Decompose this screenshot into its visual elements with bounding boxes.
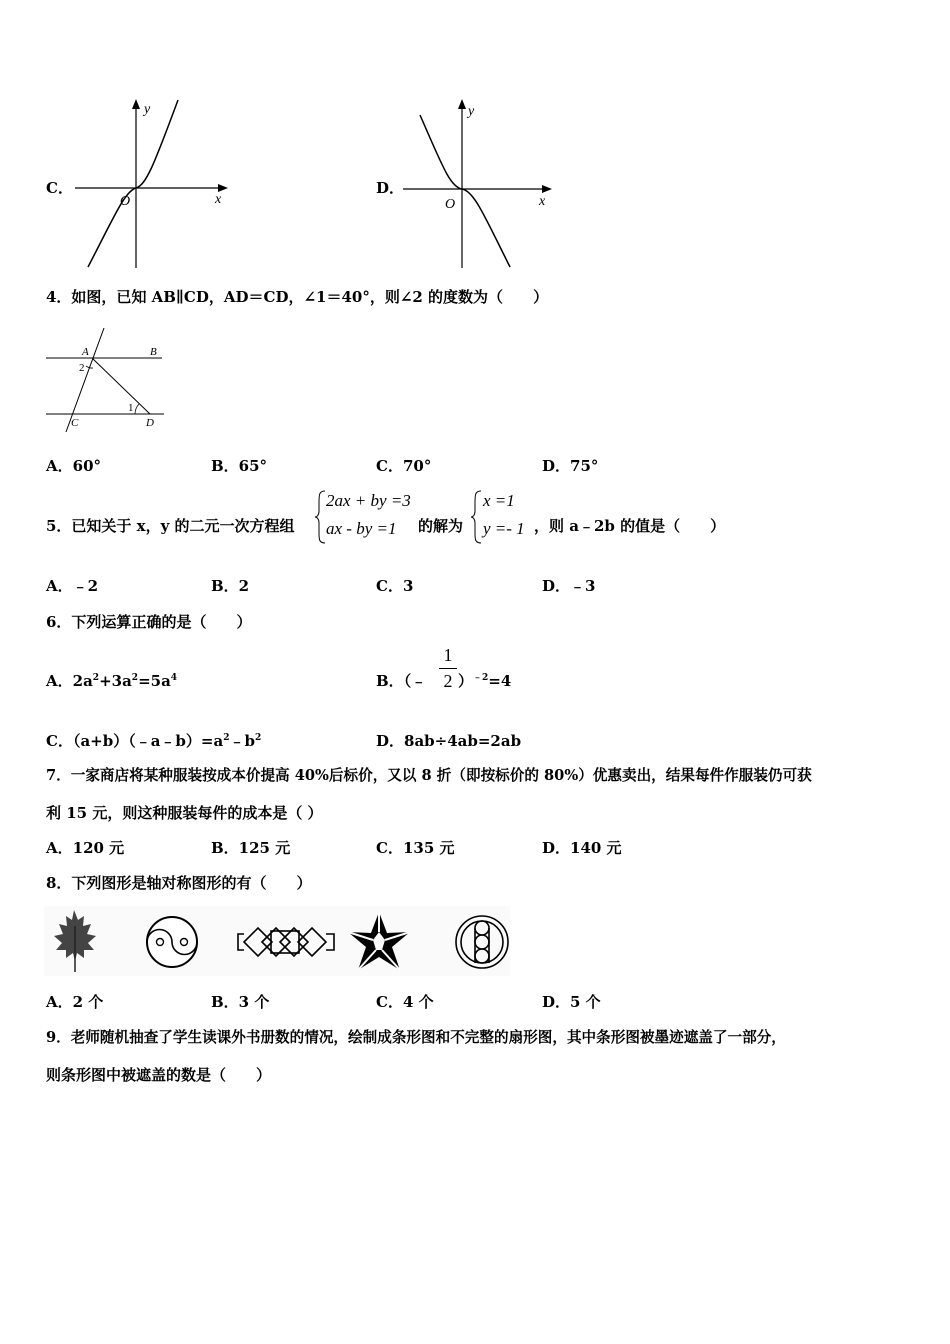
q6-option-b-tail: ）$^{﹣2}$=4: [458, 672, 512, 690]
q5-brace-2: [469, 489, 483, 545]
q4-option-c[interactable]: C．70°: [376, 457, 432, 475]
point-b-label: B: [150, 346, 157, 358]
q4-option-a[interactable]: A．60°: [46, 457, 102, 475]
q5-option-c[interactable]: C．3: [376, 577, 414, 595]
q3-option-d-label[interactable]: D．: [376, 179, 405, 197]
q5-solution-2: y =- 1: [483, 519, 525, 538]
q8-option-b[interactable]: B．3 个: [211, 993, 270, 1011]
q4-option-d[interactable]: D．75°: [542, 457, 599, 475]
point-a-label: A: [82, 346, 89, 358]
x-axis-label: x: [215, 192, 222, 207]
q6-option-d[interactable]: D．8ab÷4ab=2ab: [376, 732, 522, 750]
q8-figures: [44, 906, 510, 976]
q7-option-d[interactable]: D．140 元: [542, 839, 622, 857]
q9-stem-line1: 9．老师随机抽查了学生读课外书册数的情况，绘制成条形图和不完整的扇形图，其中条形图被墨迹遮盖了一部分，: [46, 1029, 786, 1046]
q9-stem-line2: 则条形图中被遮盖的数是（ ）: [46, 1066, 272, 1084]
q6-option-b[interactable]: B．（﹣: [376, 672, 427, 690]
x-axis-label: x: [539, 194, 546, 209]
point-c-label: C: [71, 417, 79, 429]
q7-option-c[interactable]: C．135 元: [376, 839, 455, 857]
q4-option-b[interactable]: B．65°: [211, 457, 268, 475]
angle-1-label: 1: [128, 402, 134, 414]
q6-option-c[interactable]: C．$(a+b)(﹣a﹣b)=a^2﹣b^2$: [46, 732, 262, 750]
q6-fraction-bar: [439, 668, 457, 669]
q6-stem: 6．下列运算正确的是（ ）: [46, 613, 252, 631]
q7-option-a[interactable]: A．120 元: [46, 839, 125, 857]
q5-equation-1: 2ax + by =3: [326, 491, 411, 510]
q4-figure: [42, 325, 172, 435]
q3-graph-c: [70, 95, 235, 270]
q7-stem-line2: 利 15 元，则这种服装每件的成本是（ ）: [46, 804, 323, 822]
q5-stem-mid: 的解为: [418, 517, 464, 535]
angle-2-label: 2: [79, 362, 85, 374]
q7-stem-line1: 7．一家商店将某种服装按成本价提高 40%后标价，又以 8 折（即按标价的 80%）优惠卖出，结果每件作服装仍可获: [46, 767, 812, 784]
q6-option-b-label: B．: [376, 672, 404, 690]
q5-option-b[interactable]: B．2: [211, 577, 250, 595]
q5-option-d[interactable]: D．﹣3: [542, 577, 596, 595]
q5-option-a[interactable]: A．﹣2: [46, 577, 99, 595]
q8-option-a[interactable]: A．2 个: [46, 993, 104, 1011]
q4-stem: 4．如图，已知 AB∥CD，AD＝CD，∠1＝40°，则∠2 的度数为（ ）: [46, 288, 549, 306]
q8-stem: 8．下列图形是轴对称图形的有（ ）: [46, 874, 312, 892]
origin-label: O: [445, 197, 456, 212]
q6-option-a[interactable]: A．$2a^2+3a^2=5a^4$: [46, 672, 178, 690]
q3-graph-d: [398, 95, 558, 270]
q5-stem-pre: 5．已知关于 x，y 的二元一次方程组: [46, 517, 295, 535]
q8-option-d[interactable]: D．5 个: [542, 993, 601, 1011]
point-d-label: D: [146, 417, 154, 429]
q8-option-c[interactable]: C．4 个: [376, 993, 434, 1011]
y-axis-label: y: [468, 104, 475, 119]
q7-option-b[interactable]: B．125 元: [211, 839, 291, 857]
origin-label: O: [120, 194, 131, 209]
q3-option-c-label[interactable]: C．: [46, 179, 73, 197]
q6-fraction-numerator: 1: [443, 645, 453, 665]
q5-solution-1: x =1: [483, 491, 515, 510]
y-axis-label: y: [144, 102, 151, 117]
q5-brace-1: [313, 489, 327, 545]
q5-equation-2: ax - by =1: [326, 519, 397, 538]
q5-stem-post: ，则 a﹣2b 的值是（ ）: [534, 517, 726, 535]
q6-option-a-label: A．: [46, 672, 73, 690]
taiji-figure: [147, 917, 197, 967]
q6-fraction-denominator: 2: [443, 671, 453, 691]
